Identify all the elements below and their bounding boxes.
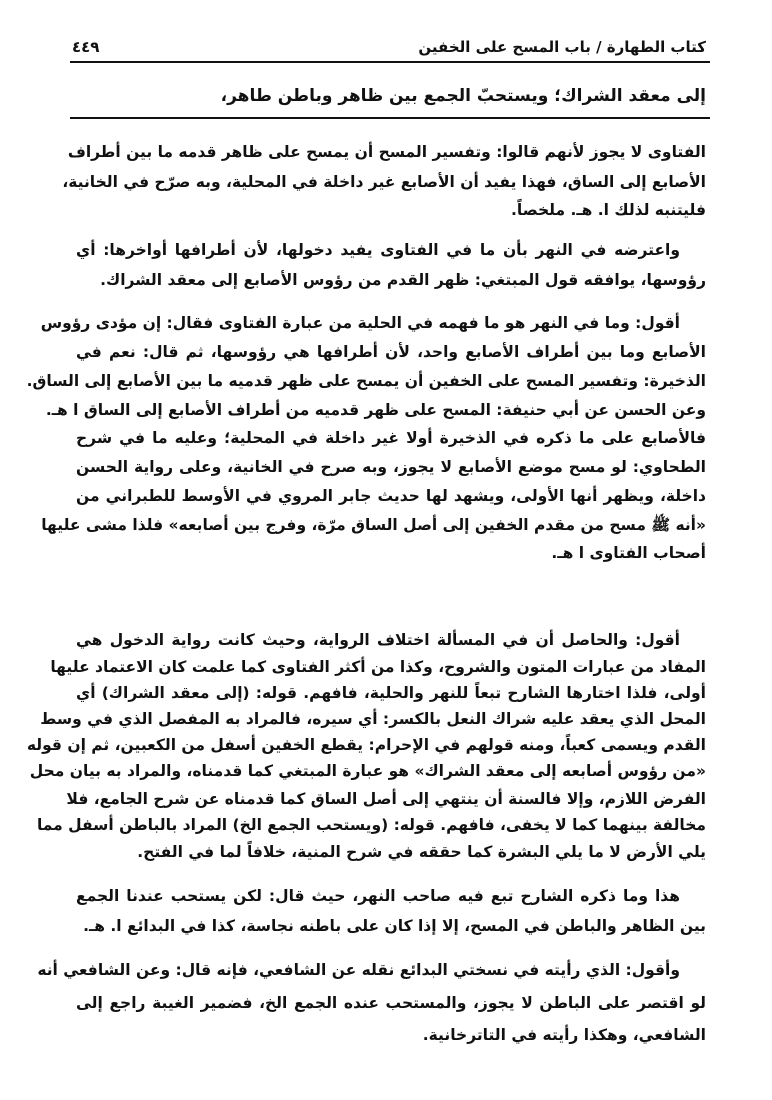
text-line: فالأصابع على ما ذكره في الذخيرة أولا غير داخلة في المحلية؛ وعليه ما في شرح xyxy=(76,429,706,447)
text-line: وأقول: الذي رأيته في نسختي البدائع نقله عن الشافعي، فإنه قال: وعن الشافعي أنه xyxy=(37,961,680,979)
text-line: «من رؤوس أصابعه إلى معقد الشراك» هو عبارة المبتغي كما قدمناه، والمراد به بيان محل xyxy=(29,762,706,780)
matn-text: إلى معقد الشراك؛ ويستحبّ الجمع بين ظاهر وباطن طاهر، xyxy=(220,86,706,106)
text-line: أقول: وما في النهر هو ما فهمه في الحلية من عبارة الفتاوى فقال: إن مؤدى رؤوس xyxy=(40,314,680,332)
text-line: المفاد من عبارات المتون والشروح، وكذا من أكثر الفتاوى كما علمت كان الاعتماد عليها xyxy=(50,658,706,676)
text-line: الطحاوي: لو مسح موضع الأصابع لا يجوز، وبه صرح في الخانية، وعلى رواية الحسن xyxy=(76,458,706,476)
running-title: كتاب الطهارة / باب المسح على الخفين xyxy=(418,38,706,56)
text-line: الفتاوى لا يجوز لأنهم قالوا: وتفسير المسح أن يمسح على ظاهر قدمه ما بين أطراف xyxy=(67,143,706,161)
text-line: داخلة، ويظهر أنها الأولى، ويشهد لها حديث جابر المروي في الأوسط للطبراني من xyxy=(76,487,706,505)
text-line: هذا وما ذكره الشارح تبع فيه صاحب النهر، حيث قال: لكن يستحب عندنا الجمع xyxy=(76,887,680,905)
text-line: الفرض اللازم، وإلا فالسنة أن ينتهي إلى أصل الساق كما قدمناه عن شرح الجامع، فلا xyxy=(66,790,706,808)
text-line: أولى، فلذا اختارها الشارح تبعاً للنهر والحلية، فافهم. قوله: (إلى معقد الشراك) أي xyxy=(76,684,706,702)
text-line: واعترضه في النهر بأن ما في الفتاوى يفيد دخولها، لأن أطرافها أواخرها: أي xyxy=(76,241,680,259)
text-line: بين الظاهر والباطن في المسح، إلا إذا كان على باطنه نجاسة، كذا في البدائع ا. هـ. xyxy=(83,917,706,935)
header-rule xyxy=(70,61,710,63)
text-line: الأصابع إلى الساق، فهذا يفيد أن الأصابع غير داخلة في المحلية، وبه صرّح في الخانية، xyxy=(62,173,706,191)
text-line: الذخيرة: وتفسير المسح على الخفين أن يمسح على ظهر قدميه ما بين الأصابع إلى الساق. xyxy=(26,372,706,390)
text-line: رؤوسها، يوافقه قول المبتغي: ظهر القدم من رؤوس الأصابع إلى معقد الشراك. xyxy=(100,271,706,289)
text-line: فليتنبه لذلك ا. هـ. ملخصاً. xyxy=(510,201,706,219)
matn-rule xyxy=(70,117,710,119)
text-line: لو اقتصر على الباطن لا يجوز، والمستحب عنده الجمع الخ، فضمير الغيبة راجع إلى xyxy=(76,994,706,1012)
text-line: مخالفة بينهما كما لا يخفى، فافهم. قوله: (ويستحب الجمع الخ) المراد بالباطن أسفل مما xyxy=(36,816,706,834)
text-line: أصحاب الفتاوى ا هـ. xyxy=(551,544,706,562)
text-line: الأصابع وما بين أطراف الأصابع واحد، لأن أطرافها هي رؤوسها، ثم قال: نعم في xyxy=(76,343,706,361)
text-line: القدم ويسمى كعباً، ومنه قولهم في الإحرام: يقطع الخفين أسفل من الكعبين، ثم إن قوله xyxy=(26,736,706,754)
text-line: المحل الذي يعقد عليه شراك النعل بالكسر: أي سيره، فالمراد به المفصل الذي في وسط xyxy=(40,710,706,728)
text-line: «أنه ﷺ مسح من مقدم الخفين إلى أصل الساق مرّة، وفرج بين أصابعه» فلذا مشى عليها xyxy=(41,516,706,534)
text-line: يلي الأرض لا ما يلي البشرة كما حققه في شرح المنية، خلافاً لما في الفتح. xyxy=(137,843,706,861)
text-line: وعن الحسن عن أبي حنيفة: المسح على ظهر قدميه من أطراف الأصابع إلى الساق ا هـ. xyxy=(45,401,706,419)
text-line: الشافعي، وهكذا رأيته في التاترخانية. xyxy=(422,1026,706,1044)
text-line: أقول: والحاصل أن في المسألة اختلاف الرواية، وحيث كانت رواية الدخول هي xyxy=(76,631,680,649)
page-number: ٤٤٩ xyxy=(72,38,100,56)
